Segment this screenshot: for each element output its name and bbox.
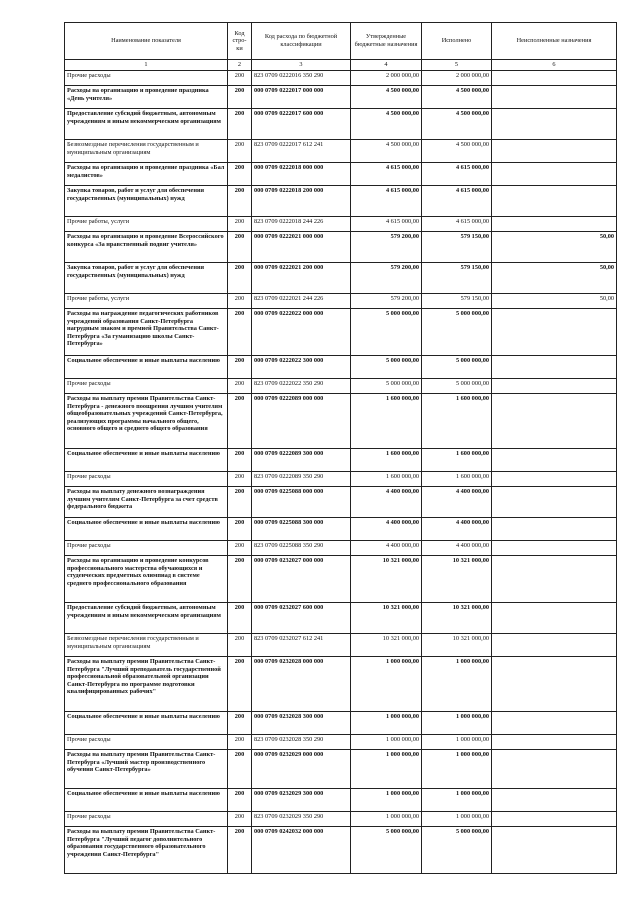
classification-code-cell: 000 0709 0222021 000 000 bbox=[252, 232, 351, 263]
table-row bbox=[65, 232, 617, 263]
line-code-cell: 200 bbox=[228, 657, 252, 712]
indicator-name-cell: Расходы на выплату премии Правительства Санкт-Петербурга - денежного поощрения лучшим учителям общеобразовательных учреждений Санкт-Петербурга, реализующих программы начального общего, основного общего и среднего общего образования bbox=[65, 394, 228, 449]
classification-code-cell: 823 0709 0232029 350 290 bbox=[252, 812, 351, 827]
header-executed: Исполнено bbox=[422, 23, 492, 60]
executed-amount-cell: 4 500 000,00 bbox=[422, 140, 492, 163]
unexecuted-amount-cell bbox=[492, 217, 617, 232]
line-code-cell: 200 bbox=[228, 86, 252, 109]
unexecuted-amount-cell: 50,00 bbox=[492, 263, 617, 294]
executed-amount-cell: 1 000 000,00 bbox=[422, 712, 492, 735]
classification-code-cell: 000 0709 0222022 300 000 bbox=[252, 356, 351, 379]
executed-amount-cell: 5 000 000,00 bbox=[422, 356, 492, 379]
executed-amount-cell: 2 000 000,00 bbox=[422, 71, 492, 86]
header-row bbox=[65, 23, 617, 60]
line-code-cell: 200 bbox=[228, 487, 252, 518]
classification-code-cell: 823 0709 0232027 612 241 bbox=[252, 634, 351, 657]
approved-amount-cell: 10 321 000,00 bbox=[351, 603, 422, 634]
approved-amount-cell: 1 600 000,00 bbox=[351, 394, 422, 449]
table-row bbox=[65, 487, 617, 518]
indicator-name-cell: Расходы на выплату премии Правительства Санкт-Петербурга "Лучший педагог дополнительного образования государственного образовательного учреждения Санкт-Петербурга" bbox=[65, 827, 228, 874]
executed-amount-cell: 1 000 000,00 bbox=[422, 750, 492, 789]
executed-amount-cell: 579 150,00 bbox=[422, 263, 492, 294]
classification-code-cell: 823 0709 0222016 350 290 bbox=[252, 71, 351, 86]
executed-amount-cell: 4 400 000,00 bbox=[422, 487, 492, 518]
approved-amount-cell: 579 200,00 bbox=[351, 232, 422, 263]
approved-amount-cell: 10 321 000,00 bbox=[351, 556, 422, 603]
indicator-name-cell: Расходы на выплату премии Правительства Санкт-Петербурга "Лучший преподаватель государственной профессиональной образовательной организации Санкт-Петербурга по программе подготовки квалифицированных рабочих" bbox=[65, 657, 228, 712]
table-row bbox=[65, 140, 617, 163]
approved-amount-cell: 1 000 000,00 bbox=[351, 735, 422, 750]
indicator-name-cell: Расходы на организацию и проведение праздника «День учителя» bbox=[65, 86, 228, 109]
indicator-name-cell: Расходы на награждение педагогических работников учреждений образования Санкт-Петербурга нагрудным знаком и премией Правительства Санкт-Петербурга «За гуманизацию школы Санкт-Петербурга» bbox=[65, 309, 228, 356]
table-row bbox=[65, 712, 617, 735]
executed-amount-cell: 1 000 000,00 bbox=[422, 789, 492, 812]
table-row bbox=[65, 186, 617, 217]
classification-code-cell: 823 0709 0222089 350 290 bbox=[252, 472, 351, 487]
unexecuted-amount-cell: 50,00 bbox=[492, 232, 617, 263]
line-code-cell: 200 bbox=[228, 109, 252, 140]
line-code-cell: 200 bbox=[228, 186, 252, 217]
classification-code-cell: 000 0709 0222089 300 000 bbox=[252, 449, 351, 472]
approved-amount-cell: 1 600 000,00 bbox=[351, 472, 422, 487]
indicator-name-cell: Прочие расходы bbox=[65, 735, 228, 750]
column-number: 5 bbox=[422, 60, 492, 71]
approved-amount-cell: 4 615 000,00 bbox=[351, 163, 422, 186]
table-row bbox=[65, 541, 617, 556]
line-code-cell: 200 bbox=[228, 603, 252, 634]
classification-code-cell: 000 0709 0242032 000 000 bbox=[252, 827, 351, 874]
line-code-cell: 200 bbox=[228, 789, 252, 812]
unexecuted-amount-cell bbox=[492, 827, 617, 874]
executed-amount-cell: 4 615 000,00 bbox=[422, 163, 492, 186]
unexecuted-amount-cell bbox=[492, 541, 617, 556]
table-row bbox=[65, 556, 617, 603]
executed-amount-cell: 4 615 000,00 bbox=[422, 186, 492, 217]
unexecuted-amount-cell bbox=[492, 379, 617, 394]
approved-amount-cell: 4 500 000,00 bbox=[351, 86, 422, 109]
indicator-name-cell: Расходы на организацию и проведение праздника «Бал медалистов» bbox=[65, 163, 228, 186]
approved-amount-cell: 10 321 000,00 bbox=[351, 634, 422, 657]
unexecuted-amount-cell bbox=[492, 163, 617, 186]
classification-code-cell: 823 0709 0222021 244 226 bbox=[252, 294, 351, 309]
line-code-cell: 200 bbox=[228, 518, 252, 541]
classification-code-cell: 000 0709 0222021 200 000 bbox=[252, 263, 351, 294]
approved-amount-cell: 4 500 000,00 bbox=[351, 109, 422, 140]
indicator-name-cell: Расходы на организацию и проведение Всероссийского конкурса «За нравственный подвиг учителя» bbox=[65, 232, 228, 263]
unexecuted-amount-cell bbox=[492, 109, 617, 140]
unexecuted-amount-cell bbox=[492, 140, 617, 163]
classification-code-cell: 000 0709 0232027 000 000 bbox=[252, 556, 351, 603]
classification-code-cell: 000 0709 0222018 200 000 bbox=[252, 186, 351, 217]
table-row bbox=[65, 294, 617, 309]
approved-amount-cell: 4 400 000,00 bbox=[351, 487, 422, 518]
table-row bbox=[65, 634, 617, 657]
line-code-cell: 200 bbox=[228, 394, 252, 449]
table-row bbox=[65, 735, 617, 750]
classification-code-cell: 000 0709 0232029 300 000 bbox=[252, 789, 351, 812]
approved-amount-cell: 1 000 000,00 bbox=[351, 812, 422, 827]
indicator-name-cell: Прочие расходы bbox=[65, 472, 228, 487]
line-code-cell: 200 bbox=[228, 472, 252, 487]
classification-code-cell: 000 0709 0222022 000 000 bbox=[252, 309, 351, 356]
indicator-name-cell: Закупка товаров, работ и услуг для обеспечения государственных (муниципальных) нужд bbox=[65, 186, 228, 217]
table-row bbox=[65, 109, 617, 140]
header-approved: Утвержденные бюджетные назначения bbox=[351, 23, 422, 60]
unexecuted-amount-cell bbox=[492, 518, 617, 541]
unexecuted-amount-cell bbox=[492, 71, 617, 86]
line-code-cell: 200 bbox=[228, 309, 252, 356]
unexecuted-amount-cell bbox=[492, 556, 617, 603]
executed-amount-cell: 1 600 000,00 bbox=[422, 394, 492, 449]
indicator-name-cell: Социальное обеспечение и иные выплаты населению bbox=[65, 712, 228, 735]
table-row bbox=[65, 449, 617, 472]
table-row bbox=[65, 812, 617, 827]
table-row bbox=[65, 71, 617, 86]
line-code-cell: 200 bbox=[228, 812, 252, 827]
header-unexecuted: Неисполненные назначения bbox=[492, 23, 617, 60]
unexecuted-amount-cell bbox=[492, 657, 617, 712]
approved-amount-cell: 5 000 000,00 bbox=[351, 356, 422, 379]
indicator-name-cell: Прочие работы, услуги bbox=[65, 217, 228, 232]
table-row bbox=[65, 518, 617, 541]
approved-amount-cell: 4 400 000,00 bbox=[351, 518, 422, 541]
column-number: 2 bbox=[228, 60, 252, 71]
line-code-cell: 200 bbox=[228, 735, 252, 750]
unexecuted-amount-cell bbox=[492, 735, 617, 750]
indicator-name-cell: Прочие расходы bbox=[65, 541, 228, 556]
line-code-cell: 200 bbox=[228, 634, 252, 657]
table-row bbox=[65, 789, 617, 812]
indicator-name-cell: Социальное обеспечение и иные выплаты населению bbox=[65, 789, 228, 812]
table-row bbox=[65, 603, 617, 634]
approved-amount-cell: 2 000 000,00 bbox=[351, 71, 422, 86]
unexecuted-amount-cell: 50,00 bbox=[492, 294, 617, 309]
unexecuted-amount-cell bbox=[492, 634, 617, 657]
header-indicator-name: Наименование показателя bbox=[65, 23, 228, 60]
table-row bbox=[65, 163, 617, 186]
line-code-cell: 200 bbox=[228, 263, 252, 294]
table-row bbox=[65, 827, 617, 874]
line-code-cell: 200 bbox=[228, 140, 252, 163]
classification-code-cell: 823 0709 0222017 612 241 bbox=[252, 140, 351, 163]
classification-code-cell: 000 0709 0222017 600 000 bbox=[252, 109, 351, 140]
budget-execution-sheet bbox=[64, 22, 616, 874]
line-code-cell: 200 bbox=[228, 217, 252, 232]
executed-amount-cell: 1 000 000,00 bbox=[422, 812, 492, 827]
executed-amount-cell: 10 321 000,00 bbox=[422, 556, 492, 603]
line-code-cell: 200 bbox=[228, 71, 252, 86]
approved-amount-cell: 1 000 000,00 bbox=[351, 712, 422, 735]
unexecuted-amount-cell bbox=[492, 712, 617, 735]
unexecuted-amount-cell bbox=[492, 356, 617, 379]
indicator-name-cell: Предоставление субсидий бюджетным, автономным учреждениям и иным некоммерческим организациям bbox=[65, 109, 228, 140]
indicator-name-cell: Прочие расходы bbox=[65, 379, 228, 394]
table-row bbox=[65, 394, 617, 449]
classification-code-cell: 000 0709 0222089 000 000 bbox=[252, 394, 351, 449]
indicator-name-cell: Расходы на выплату премии Правительства Санкт-Петербурга «Лучший мастер производственного обучения Санкт-Петербурга» bbox=[65, 750, 228, 789]
line-code-cell: 200 bbox=[228, 827, 252, 874]
table-row bbox=[65, 309, 617, 356]
approved-amount-cell: 1 600 000,00 bbox=[351, 449, 422, 472]
executed-amount-cell: 10 321 000,00 bbox=[422, 603, 492, 634]
line-code-cell: 200 bbox=[228, 232, 252, 263]
executed-amount-cell: 1 600 000,00 bbox=[422, 472, 492, 487]
unexecuted-amount-cell bbox=[492, 789, 617, 812]
indicator-name-cell: Безвозмездные перечисления государственным и муниципальным организациям bbox=[65, 140, 228, 163]
table-row bbox=[65, 356, 617, 379]
unexecuted-amount-cell bbox=[492, 309, 617, 356]
approved-amount-cell: 4 400 000,00 bbox=[351, 541, 422, 556]
executed-amount-cell: 4 500 000,00 bbox=[422, 86, 492, 109]
indicator-name-cell: Расходы на организацию и проведение конкурсов профессионального мастерства обучающихся и студенческих предметных олимпиад в системе среднего профессионального образования bbox=[65, 556, 228, 603]
approved-amount-cell: 5 000 000,00 bbox=[351, 309, 422, 356]
executed-amount-cell: 5 000 000,00 bbox=[422, 309, 492, 356]
header-classification-code: Код расхода по бюджетной классификации bbox=[252, 23, 351, 60]
approved-amount-cell: 5 000 000,00 bbox=[351, 379, 422, 394]
line-code-cell: 200 bbox=[228, 541, 252, 556]
classification-code-cell: 000 0709 0232028 000 000 bbox=[252, 657, 351, 712]
executed-amount-cell: 579 150,00 bbox=[422, 294, 492, 309]
classification-code-cell: 823 0709 0232028 350 290 bbox=[252, 735, 351, 750]
line-code-cell: 200 bbox=[228, 356, 252, 379]
column-number: 6 bbox=[492, 60, 617, 71]
line-code-cell: 200 bbox=[228, 556, 252, 603]
table-body bbox=[65, 71, 617, 874]
line-code-cell: 200 bbox=[228, 712, 252, 735]
column-number: 3 bbox=[252, 60, 351, 71]
unexecuted-amount-cell bbox=[492, 487, 617, 518]
executed-amount-cell: 5 000 000,00 bbox=[422, 827, 492, 874]
table-row bbox=[65, 472, 617, 487]
unexecuted-amount-cell bbox=[492, 86, 617, 109]
table-row bbox=[65, 657, 617, 712]
unexecuted-amount-cell bbox=[492, 472, 617, 487]
indicator-name-cell: Предоставление субсидий бюджетным, автономным учреждениям и иным некоммерческим организациям bbox=[65, 603, 228, 634]
unexecuted-amount-cell bbox=[492, 603, 617, 634]
header-line-code: Код стро-ки bbox=[228, 23, 252, 60]
classification-code-cell: 000 0709 0225088 300 000 bbox=[252, 518, 351, 541]
indicator-name-cell: Социальное обеспечение и иные выплаты населению bbox=[65, 449, 228, 472]
approved-amount-cell: 4 500 000,00 bbox=[351, 140, 422, 163]
table-row bbox=[65, 750, 617, 789]
classification-code-cell: 823 0709 0222018 244 226 bbox=[252, 217, 351, 232]
unexecuted-amount-cell bbox=[492, 394, 617, 449]
classification-code-cell: 823 0709 0225088 350 290 bbox=[252, 541, 351, 556]
unexecuted-amount-cell bbox=[492, 449, 617, 472]
approved-amount-cell: 4 615 000,00 bbox=[351, 186, 422, 217]
table-row bbox=[65, 217, 617, 232]
approved-amount-cell: 579 200,00 bbox=[351, 263, 422, 294]
approved-amount-cell: 579 200,00 bbox=[351, 294, 422, 309]
table-row bbox=[65, 379, 617, 394]
line-code-cell: 200 bbox=[228, 163, 252, 186]
indicator-name-cell: Прочие работы, услуги bbox=[65, 294, 228, 309]
classification-code-cell: 000 0709 0222018 000 000 bbox=[252, 163, 351, 186]
classification-code-cell: 000 0709 0225088 000 000 bbox=[252, 487, 351, 518]
executed-amount-cell: 4 615 000,00 bbox=[422, 217, 492, 232]
executed-amount-cell: 4 400 000,00 bbox=[422, 541, 492, 556]
executed-amount-cell: 579 150,00 bbox=[422, 232, 492, 263]
executed-amount-cell: 1 600 000,00 bbox=[422, 449, 492, 472]
approved-amount-cell: 5 000 000,00 bbox=[351, 827, 422, 874]
column-number-row bbox=[65, 60, 617, 71]
indicator-name-cell: Безвозмездные перечисления государственным и муниципальным организациям bbox=[65, 634, 228, 657]
indicator-name-cell: Социальное обеспечение и иные выплаты населению bbox=[65, 518, 228, 541]
column-number: 4 bbox=[351, 60, 422, 71]
indicator-name-cell: Прочие расходы bbox=[65, 71, 228, 86]
unexecuted-amount-cell bbox=[492, 812, 617, 827]
approved-amount-cell: 1 000 000,00 bbox=[351, 750, 422, 789]
executed-amount-cell: 10 321 000,00 bbox=[422, 634, 492, 657]
column-number: 1 bbox=[65, 60, 228, 71]
indicator-name-cell: Расходы на выплату денежного вознаграждения лучшим учителям Санкт-Петербурга за счет средств федерального бюджета bbox=[65, 487, 228, 518]
executed-amount-cell: 1 000 000,00 bbox=[422, 657, 492, 712]
classification-code-cell: 000 0709 0232027 600 000 bbox=[252, 603, 351, 634]
line-code-cell: 200 bbox=[228, 750, 252, 789]
executed-amount-cell: 1 000 000,00 bbox=[422, 735, 492, 750]
table-row bbox=[65, 86, 617, 109]
approved-amount-cell: 4 615 000,00 bbox=[351, 217, 422, 232]
indicator-name-cell: Закупка товаров, работ и услуг для обеспечения государственных (муниципальных) нужд bbox=[65, 263, 228, 294]
line-code-cell: 200 bbox=[228, 294, 252, 309]
line-code-cell: 200 bbox=[228, 379, 252, 394]
classification-code-cell: 000 0709 0232028 300 000 bbox=[252, 712, 351, 735]
classification-code-cell: 000 0709 0222017 000 000 bbox=[252, 86, 351, 109]
classification-code-cell: 000 0709 0232029 000 000 bbox=[252, 750, 351, 789]
approved-amount-cell: 1 000 000,00 bbox=[351, 657, 422, 712]
expenses-table bbox=[64, 22, 617, 874]
classification-code-cell: 823 0709 0222022 350 290 bbox=[252, 379, 351, 394]
indicator-name-cell: Прочие расходы bbox=[65, 812, 228, 827]
executed-amount-cell: 5 000 000,00 bbox=[422, 379, 492, 394]
table-row bbox=[65, 263, 617, 294]
line-code-cell: 200 bbox=[228, 449, 252, 472]
executed-amount-cell: 4 500 000,00 bbox=[422, 109, 492, 140]
executed-amount-cell: 4 400 000,00 bbox=[422, 518, 492, 541]
unexecuted-amount-cell bbox=[492, 186, 617, 217]
approved-amount-cell: 1 000 000,00 bbox=[351, 789, 422, 812]
unexecuted-amount-cell bbox=[492, 750, 617, 789]
indicator-name-cell: Социальное обеспечение и иные выплаты населению bbox=[65, 356, 228, 379]
